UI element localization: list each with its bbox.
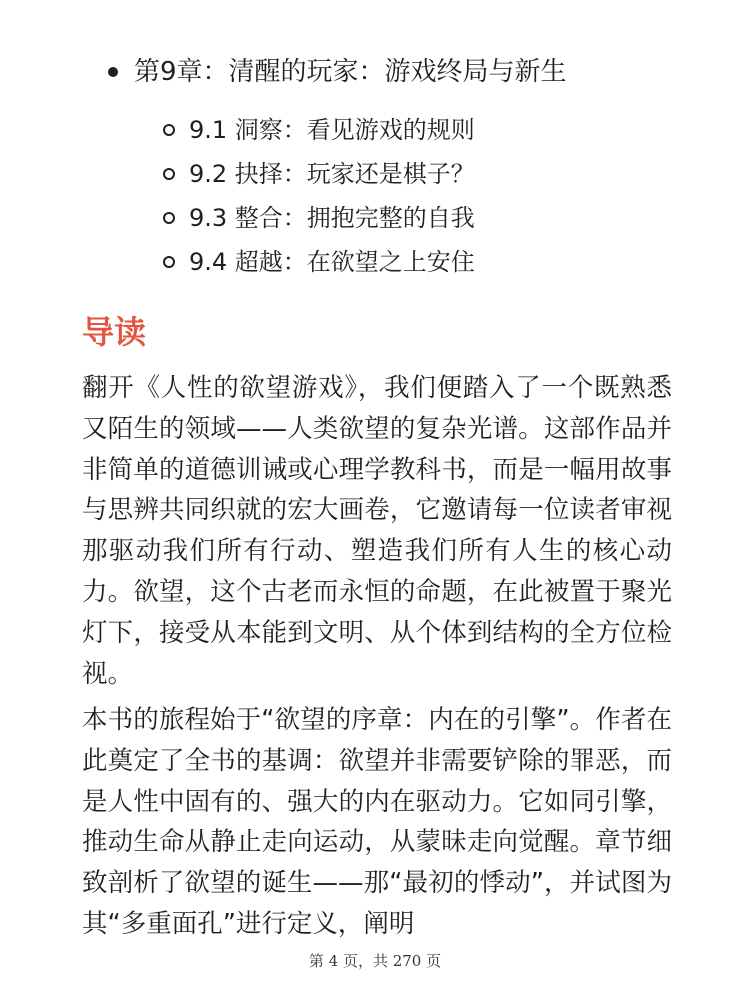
toc-section-label: 9.2 抉择：玩家还是棋子？ <box>189 160 475 188</box>
body-paragraph: 翻开《人性的欲望游戏》，我们便踏入了一个既熟悉又陌生的领域——人类欲望的复杂光谱。这部作品并非简单的道德训诫或心理学教科书，而是一幅用故事与思辨共同织就的宏大画卷，它邀请每一位读者审视那驱动我们所有行动、塑造我们所有人生的核心动力。欲望，这个古老而永恒的命题，在此被置于聚光灯下，接受从本能到文明、从个体到结构的全方位检视。 <box>82 373 672 689</box>
toc-section-item <box>163 196 475 240</box>
bullet-disc-icon <box>108 67 118 77</box>
body-paragraph: 本书的旅程始于“欲望的序章：内在的引擎”。作者在此奠定了全书的基调：欲望并非需要铲除的罪恶，而是人性中固有的、强大的内在驱动力。它如同引擎，推动生命从静止走向运动，从蒙昧走向觉醒。章节细致剖析了欲望的诞生——那“最初的悸动”，并试图为其“多重面孔”进行定义，阐明 <box>82 705 672 939</box>
bullet-circle-icon <box>163 256 175 268</box>
toc-chapter-label: 第9章：清醒的玩家：游戏终局与新生 <box>134 57 567 87</box>
toc-chapter-item <box>108 52 567 92</box>
bullet-circle-icon <box>163 212 175 224</box>
bullet-circle-icon <box>163 168 175 180</box>
toc-section-item <box>163 152 475 196</box>
toc-section-item <box>163 108 475 152</box>
toc-section-item <box>163 240 475 284</box>
toc-section-label: 9.4 超越：在欲望之上安住 <box>189 248 475 276</box>
page-number: 第 4 页，共 270 页 <box>308 952 442 970</box>
toc-section-label: 9.1 洞察：看见游戏的规则 <box>189 116 475 144</box>
bullet-circle-icon <box>163 124 175 136</box>
toc-section-list <box>163 108 475 284</box>
toc-section-label: 9.3 整合：拥抱完整的自我 <box>189 204 475 232</box>
section-heading: 导读 <box>82 313 147 351</box>
